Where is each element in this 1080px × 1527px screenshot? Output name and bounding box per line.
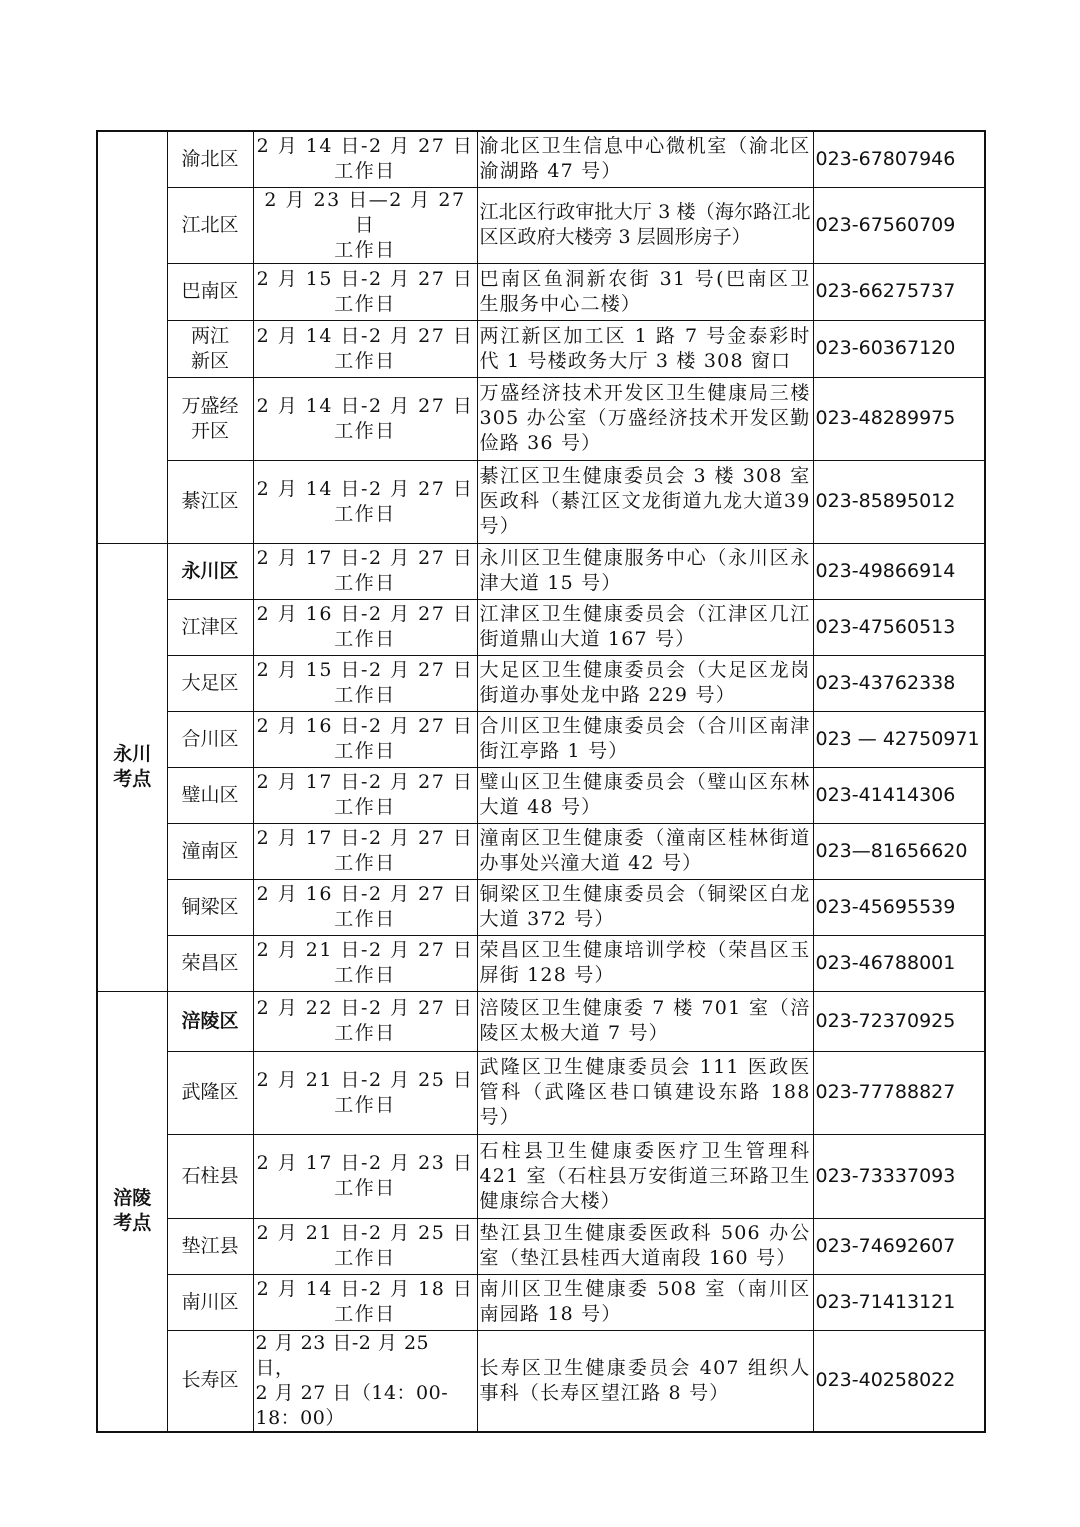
address-cell: 万盛经济技术开发区卫生健康局三楼 305 办公室（万盛经济技术开发区勤俭路 36 号） [477,377,813,460]
date-cell: 2 月 16 日-2 月 27 日 工作日 [253,879,477,935]
district-cell: 渝北区 [167,131,253,187]
address-cell: 荣昌区卫生健康培训学校（荣昌区玉屏街 128 号） [477,935,813,991]
district-cell: 璧山区 [167,767,253,823]
phone-cell: 023-72370925 [813,991,985,1051]
address-cell: 渝北区卫生信息中心微机室（渝北区渝湖路 47 号） [477,131,813,187]
district-cell: 巴南区 [167,263,253,320]
phone-cell: 023-67807946 [813,131,985,187]
table-row [97,655,985,711]
schedule-body [97,131,985,1432]
phone-cell: 023-77788827 [813,1051,985,1134]
date-cell: 2 月 14 日-2 月 27 日 工作日 [253,377,477,460]
address-cell: 永川区卫生健康服务中心（永川区永津大道 15 号） [477,543,813,599]
phone-cell: 023-43762338 [813,655,985,711]
date-cell: 2 月 17 日-2 月 27 日 工作日 [253,823,477,879]
district-cell: 武隆区 [167,1051,253,1134]
phone-cell: 023-60367120 [813,320,985,377]
address-cell: 铜梁区卫生健康委员会（铜梁区白龙大道 372 号） [477,879,813,935]
district-cell: 潼南区 [167,823,253,879]
district-cell: 垫江县 [167,1218,253,1274]
district-cell: 万盛经开区 [167,377,253,460]
group-label: 涪陵考点 [97,991,167,1432]
address-cell: 大足区卫生健康委员会（大足区龙岗街道办事处龙中路 229 号） [477,655,813,711]
table-row [97,187,985,263]
address-cell: 两江新区加工区 1 路 7 号金泰彩时代 1 号楼政务大厅 3 楼 308 窗口 [477,320,813,377]
date-cell: 2 月 17 日-2 月 23 日 工作日 [253,1134,477,1218]
phone-cell: 023-48289975 [813,377,985,460]
table-row [97,599,985,655]
phone-cell: 023 — 42750971 [813,711,985,767]
address-cell: 璧山区卫生健康委员会（璧山区东林大道 48 号） [477,767,813,823]
date-cell: 2 月 21 日-2 月 27 日 工作日 [253,935,477,991]
table-row [97,935,985,991]
address-cell: 垫江县卫生健康委医政科 506 办公室（垫江县桂西大道南段 160 号） [477,1218,813,1274]
table-row [97,263,985,320]
table-row [97,1274,985,1330]
table-row [97,320,985,377]
phone-cell: 023-73337093 [813,1134,985,1218]
phone-cell: 023—81656620 [813,823,985,879]
table-row [97,1330,985,1432]
table-row [97,1134,985,1218]
date-cell: 2 月 23 日—2 月 27 日 工作日 [253,187,477,263]
district-cell: 铜梁区 [167,879,253,935]
address-cell: 石柱县卫生健康委医疗卫生管理科421 室（石柱县万安街道三环路卫生健康综合大楼） [477,1134,813,1218]
address-cell: 巴南区鱼洞新农街 31 号(巴南区卫生服务中心二楼） [477,263,813,320]
district-cell: 长寿区 [167,1330,253,1432]
date-cell: 2 月 22 日-2 月 27 日 工作日 [253,991,477,1051]
district-cell: 永川区 [167,543,253,599]
table-row [97,1051,985,1134]
table-row [97,711,985,767]
table-row [97,543,985,599]
address-cell: 潼南区卫生健康委（潼南区桂林街道办事处兴潼大道 42 号） [477,823,813,879]
table-row [97,991,985,1051]
district-cell: 荣昌区 [167,935,253,991]
table-row [97,377,985,460]
date-cell: 2 月 14 日-2 月 27 日 工作日 [253,460,477,543]
date-cell: 2 月 21 日-2 月 25 日 工作日 [253,1218,477,1274]
date-cell: 2 月 16 日-2 月 27 日 工作日 [253,711,477,767]
date-cell: 2 月 16 日-2 月 27 日 工作日 [253,599,477,655]
phone-cell: 023-85895012 [813,460,985,543]
district-cell: 江北区 [167,187,253,263]
district-cell: 大足区 [167,655,253,711]
date-cell: 2 月 17 日-2 月 27 日 工作日 [253,767,477,823]
table-row [97,1218,985,1274]
district-cell: 綦江区 [167,460,253,543]
district-cell: 南川区 [167,1274,253,1330]
date-cell: 2 月 14 日-2 月 18 日 工作日 [253,1274,477,1330]
phone-cell: 023-40258022 [813,1330,985,1432]
phone-cell: 023-49866914 [813,543,985,599]
table-row [97,823,985,879]
address-cell: 长寿区卫生健康委员会 407 组织人事科（长寿区望江路 8 号） [477,1330,813,1432]
group-label [97,131,167,543]
district-cell: 石柱县 [167,1134,253,1218]
address-cell: 江北区行政审批大厅 3 楼（海尔路江北区区政府大楼旁 3 层圆形房子） [477,187,813,263]
phone-cell: 023-74692607 [813,1218,985,1274]
table-row [97,879,985,935]
address-cell: 南川区卫生健康委 508 室（南川区南园路 18 号） [477,1274,813,1330]
date-cell: 2 月 14 日-2 月 27 日 工作日 [253,131,477,187]
phone-cell: 023-45695539 [813,879,985,935]
schedule-table [96,130,986,1433]
table-row [97,767,985,823]
phone-cell: 023-66275737 [813,263,985,320]
date-cell: 2 月 23 日-2 月 25 日， 2 月 27 日（14：00-18：00） [253,1330,477,1432]
district-cell: 合川区 [167,711,253,767]
phone-cell: 023-71413121 [813,1274,985,1330]
district-cell: 两江新区 [167,320,253,377]
date-cell: 2 月 21 日-2 月 25 日 工作日 [253,1051,477,1134]
address-cell: 綦江区卫生健康委员会 3 楼 308 室医政科（綦江区文龙街道九龙大道39 号） [477,460,813,543]
table-row [97,131,985,187]
date-cell: 2 月 15 日-2 月 27 日 工作日 [253,655,477,711]
phone-cell: 023-47560513 [813,599,985,655]
district-cell: 江津区 [167,599,253,655]
address-cell: 武隆区卫生健康委员会 111 医政医管科（武隆区巷口镇建设东路 188 号） [477,1051,813,1134]
address-cell: 涪陵区卫生健康委 7 楼 701 室（涪陵区太极大道 7 号） [477,991,813,1051]
district-cell: 涪陵区 [167,991,253,1051]
table-row [97,460,985,543]
date-cell: 2 月 15 日-2 月 27 日 工作日 [253,263,477,320]
date-cell: 2 月 14 日-2 月 27 日 工作日 [253,320,477,377]
address-cell: 江津区卫生健康委员会（江津区几江街道鼎山大道 167 号） [477,599,813,655]
address-cell: 合川区卫生健康委员会（合川区南津街江亭路 1 号） [477,711,813,767]
phone-cell: 023-67560709 [813,187,985,263]
date-cell: 2 月 17 日-2 月 27 日 工作日 [253,543,477,599]
phone-cell: 023-46788001 [813,935,985,991]
group-label: 永川考点 [97,543,167,991]
phone-cell: 023-41414306 [813,767,985,823]
